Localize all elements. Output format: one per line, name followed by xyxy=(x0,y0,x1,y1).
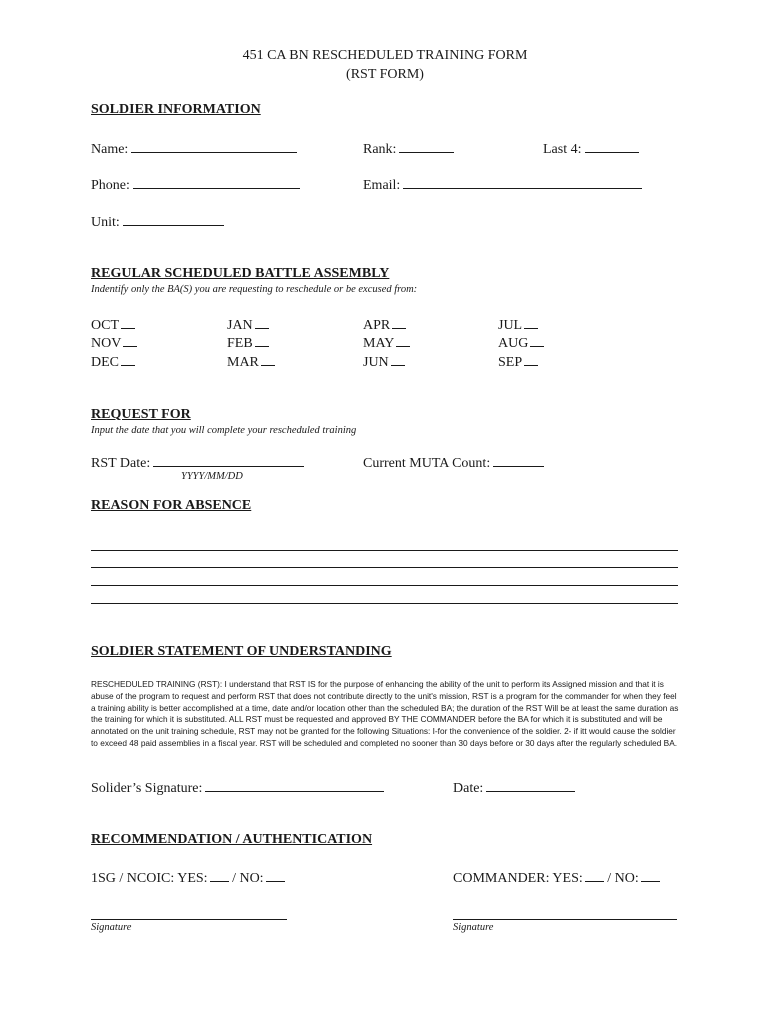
month-label: DEC xyxy=(91,355,119,370)
phone-input-line[interactable] xyxy=(133,175,300,189)
month-label: AUG xyxy=(498,336,529,351)
month-label: NOV xyxy=(91,336,122,351)
commander-yes-label: COMMANDER: YES: xyxy=(453,871,583,886)
request-heading: REQUEST FOR xyxy=(91,407,191,422)
month-label: FEB xyxy=(227,336,253,351)
unit-input-line[interactable] xyxy=(123,212,224,226)
month-checkbox[interactable] xyxy=(255,334,269,347)
recommendation-heading: RECOMMENDATION / AUTHENTICATION xyxy=(91,832,373,847)
month-label: JUL xyxy=(498,318,523,333)
month-apr[interactable] xyxy=(363,316,406,334)
name-label: Name: xyxy=(91,142,129,157)
statement-text: RESCHEDULED TRAINING (RST): I understand that RST IS for the purpose of enhancing the ability of the unit to perform its Assigned mission and that it is abuse of the program to request and perform RST that does not contribute directly to the unit's mission, RST is a program for the commander for when they feel a training ability is better accomplished at a time, date and/or location other than the scheduled BA; the duration of the RST Will be at least the same duration as the training for which it is substituted. ALL RST must be requested and approved BY THE COMMANDER before the BA for which it is substituted and will be annotated on the unit training schedule, RST may not be granted for the following Situations: I-for the convenience of the soldier. 2- if itt would cause the soldier to exceed 48 paid assemblies in a fiscal year. RST will be scheduled and completed no sooner than 30 days before or 30 days after the regularly scheduled BA. xyxy=(91,679,679,748)
commander-yes-blank[interactable] xyxy=(585,869,604,882)
commander-approval[interactable] xyxy=(453,869,660,887)
muta-input-line[interactable] xyxy=(493,453,544,467)
month-may[interactable] xyxy=(363,334,410,352)
signature-date-field[interactable] xyxy=(453,778,575,797)
month-checkbox[interactable] xyxy=(524,353,538,366)
month-mar[interactable] xyxy=(227,353,275,371)
last4-label: Last 4: xyxy=(543,142,582,157)
last4-input-line[interactable] xyxy=(585,139,639,153)
month-dec[interactable] xyxy=(91,353,135,371)
month-label: MAY xyxy=(363,336,395,351)
month-label: JUN xyxy=(363,355,389,370)
name-field[interactable] xyxy=(91,139,297,158)
date-format-hint: YYYY/MM/DD xyxy=(181,471,243,482)
month-jun[interactable] xyxy=(363,353,405,371)
commander-no-blank[interactable] xyxy=(641,869,660,882)
month-nov[interactable] xyxy=(91,334,137,352)
month-checkbox[interactable] xyxy=(121,316,135,329)
month-checkbox[interactable] xyxy=(391,353,405,366)
signature-date-line[interactable] xyxy=(486,778,575,792)
ncoic-yes-blank[interactable] xyxy=(210,869,229,882)
month-checkbox[interactable] xyxy=(524,316,538,329)
rank-field[interactable] xyxy=(363,139,454,158)
month-checkbox[interactable] xyxy=(396,334,410,347)
month-label: MAR xyxy=(227,355,259,370)
reason-line-2[interactable] xyxy=(91,567,678,568)
month-sep[interactable] xyxy=(498,353,538,371)
month-label: JAN xyxy=(227,318,253,333)
reason-heading: REASON FOR ABSENCE xyxy=(91,498,252,513)
name-input-line[interactable] xyxy=(131,139,297,153)
email-label: Email: xyxy=(363,178,401,193)
commander-signature-line[interactable] xyxy=(453,919,677,920)
ncoic-signature-caption: Signature xyxy=(91,922,132,933)
phone-label: Phone: xyxy=(91,178,130,193)
month-feb[interactable] xyxy=(227,334,269,352)
signature-date-label: Date: xyxy=(453,781,484,796)
ncoic-no-blank[interactable] xyxy=(266,869,285,882)
month-jan[interactable] xyxy=(227,316,269,334)
form-title: 451 CA BN RESCHEDULED TRAINING FORM xyxy=(242,48,528,63)
rst-date-field[interactable] xyxy=(91,453,304,472)
month-checkbox[interactable] xyxy=(530,334,544,347)
month-checkbox[interactable] xyxy=(392,316,406,329)
ncoic-signature-line[interactable] xyxy=(91,919,287,920)
rank-label: Rank: xyxy=(363,142,397,157)
unit-field[interactable] xyxy=(91,212,224,231)
month-label: SEP xyxy=(498,355,523,370)
muta-label: Current MUTA Count: xyxy=(363,456,491,471)
month-checkbox[interactable] xyxy=(123,334,137,347)
rba-instruction: Indentify only the BA(S) you are requesting to reschedule or be excused from: xyxy=(91,284,418,295)
commander-signature-caption: Signature xyxy=(453,922,494,933)
month-label: OCT xyxy=(91,318,119,333)
soldier-info-heading: SOLDIER INFORMATION xyxy=(91,102,261,117)
rst-date-input-line[interactable] xyxy=(153,453,304,467)
rba-heading: REGULAR SCHEDULED BATTLE ASSEMBLY xyxy=(91,266,390,281)
soldier-signature-line[interactable] xyxy=(205,778,384,792)
month-jul[interactable] xyxy=(498,316,538,334)
month-oct[interactable] xyxy=(91,316,135,334)
form-subtitle: (RST FORM) xyxy=(346,67,424,82)
reason-line-4[interactable] xyxy=(91,603,678,604)
soldier-signature-field[interactable] xyxy=(91,778,384,797)
unit-label: Unit: xyxy=(91,215,120,230)
reason-line-1[interactable] xyxy=(91,550,678,551)
muta-field[interactable] xyxy=(363,453,544,472)
month-checkbox[interactable] xyxy=(121,353,135,366)
rst-date-label: RST Date: xyxy=(91,456,151,471)
ncoic-no-label: / NO: xyxy=(232,871,264,886)
month-checkbox[interactable] xyxy=(255,316,269,329)
ncoic-yes-label: 1SG / NCOIC: YES: xyxy=(91,871,208,886)
soldier-signature-label: Solider’s Signature: xyxy=(91,781,203,796)
rank-input-line[interactable] xyxy=(399,139,454,153)
month-label: APR xyxy=(363,318,391,333)
commander-no-label: / NO: xyxy=(607,871,639,886)
month-checkbox[interactable] xyxy=(261,353,275,366)
last4-field[interactable] xyxy=(543,139,639,158)
request-instruction: Input the date that you will complete your rescheduled training xyxy=(91,425,357,436)
ncoic-approval[interactable] xyxy=(91,869,285,887)
email-input-line[interactable] xyxy=(403,175,642,189)
phone-field[interactable] xyxy=(91,175,300,194)
statement-heading: SOLDIER STATEMENT OF UNDERSTANDING xyxy=(91,644,392,659)
email-field[interactable] xyxy=(363,175,642,194)
reason-line-3[interactable] xyxy=(91,585,678,586)
month-aug[interactable] xyxy=(498,334,544,352)
